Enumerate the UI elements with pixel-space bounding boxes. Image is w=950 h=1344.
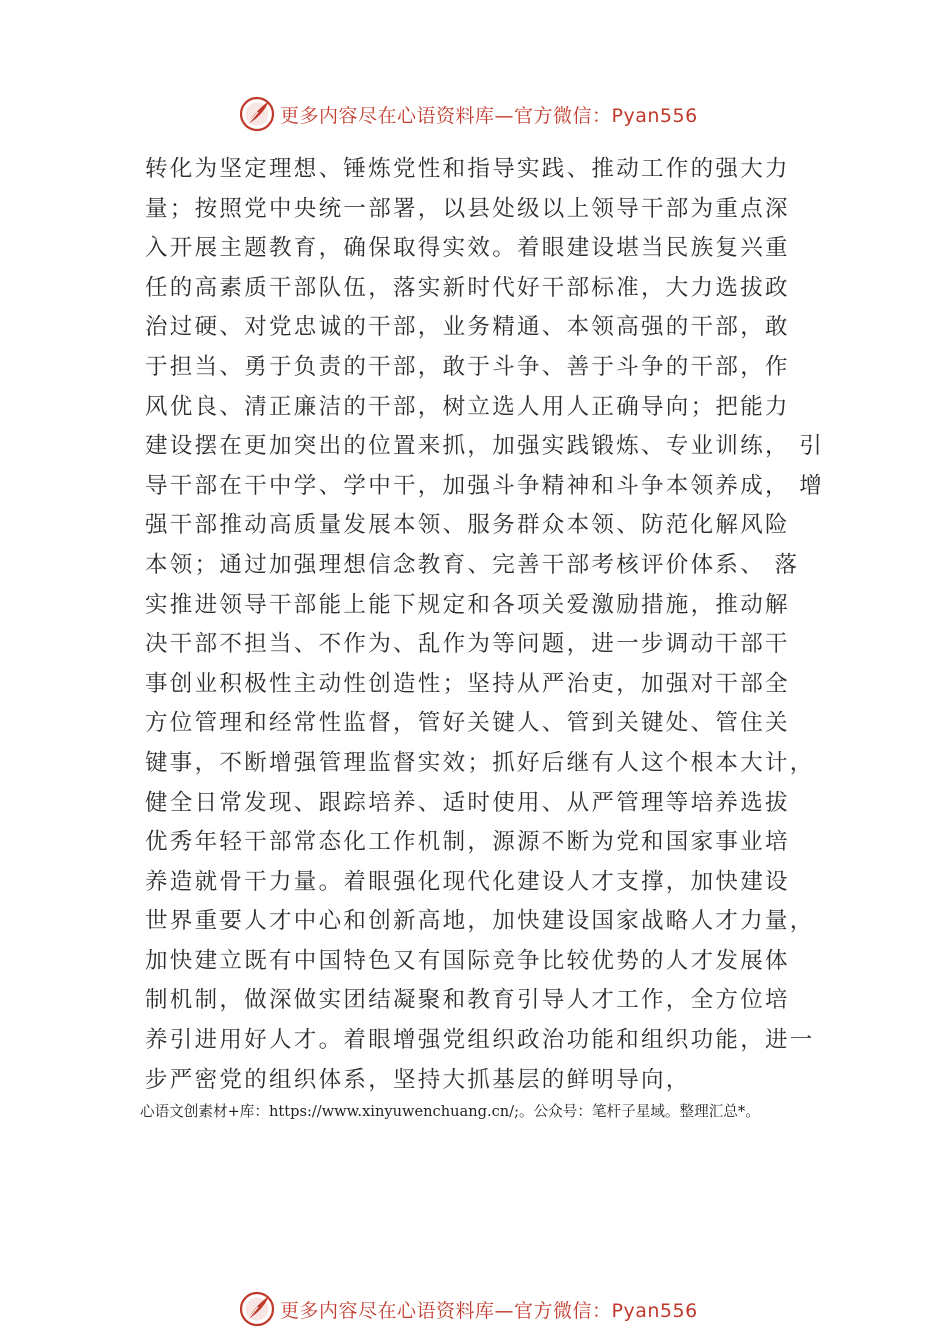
body-line: 步严密党的组织体系，坚持大抓基层的鲜明导向，	[145, 1066, 691, 1093]
body-line: 任的高素质干部队伍，落实新时代好干部标准，大力选拔政	[145, 274, 790, 301]
body-line: 养引进用好人才。着眼增强党组织政治功能和组织功能，进一	[145, 1027, 815, 1054]
body-line: 转化为坚定理想、锤炼党性和指导实践、推动工作的强大力	[145, 156, 790, 182]
body-line: 入开展主题教育，确保取得实效。着眼建设堪当民族复兴重	[145, 235, 790, 262]
header-banner	[238, 94, 698, 134]
body-line: 优秀年轻干部常态化工作机制，源源不断为党和国家事业培	[145, 829, 790, 856]
body-line: 实推进领导干部能上能下规定和各项关爱激励措施，推动解	[145, 591, 790, 618]
body-line: 健全日常发现、跟踪培养、适时使用、从严管理等培养选拔	[145, 789, 790, 816]
body-line: 养造就骨干力量。着眼强化现代化建设人才支撑，加快建设	[145, 868, 790, 895]
body-line: 事创业积极性主动性创造性；坚持从严治吏，加强对干部全	[145, 670, 790, 697]
body-line: 于担当、勇于负责的干部，敢于斗争、善于斗争的干部，作	[145, 353, 790, 380]
body-line: 世界重要人才中心和创新高地，加快建设国家战略人才力量，	[145, 908, 815, 935]
feather-pen-logo-icon	[238, 1290, 276, 1328]
body-line: 风优良、清正廉洁的干部，树立选人用人正确导向；把能力	[145, 393, 790, 420]
body-line: 本领；通过加强理想信念教育、完善干部考核评价体系、 落	[145, 551, 800, 578]
body-line: 决干部不担当、不作为、乱作为等问题，进一步调动干部干	[145, 631, 790, 658]
body-line: 加快建立既有中国特色又有国际竞争比较优势的人才发展体	[145, 947, 790, 974]
body-line: 强干部推动高质量发展本领、服务群众本领、防范化解风险	[145, 512, 790, 539]
body-line: 键事，不断增强管理监督实效；抓好后继有人这个根本大计，	[145, 749, 815, 776]
body-line: 方位管理和经常性监督，管好关键人、管到关键处、管住关	[145, 710, 790, 737]
body-line: 量；按照党中央统一部署，以县处级以上领导干部为重点深	[145, 195, 790, 222]
source-footnote: 心语文创素材+库：https://www.xinyuwenchuang.cn/;。公众号：笔杆子星域。整理汇总*。	[140, 1103, 760, 1120]
body-line: 制机制，做深做实团结凝聚和教育引导人才工作，全方位培	[145, 987, 790, 1014]
document-body	[145, 150, 825, 1100]
footer-banner	[238, 1289, 698, 1329]
feather-pen-logo-icon	[238, 95, 276, 133]
body-line: 治过硬、对党忠诚的干部，业务精通、本领高强的干部，敢	[145, 314, 790, 341]
header-banner-text: 更多内容尽在心语资料库—官方微信：Pyan556	[280, 104, 698, 127]
body-line: 建设摆在更加突出的位置来抓，加强实践锻炼、专业训练， 引	[145, 433, 825, 460]
footer-banner-text: 更多内容尽在心语资料库—官方微信：Pyan556	[280, 1299, 698, 1322]
body-line: 导干部在干中学、学中干，加强斗争精神和斗争本领养成， 增	[145, 472, 825, 499]
